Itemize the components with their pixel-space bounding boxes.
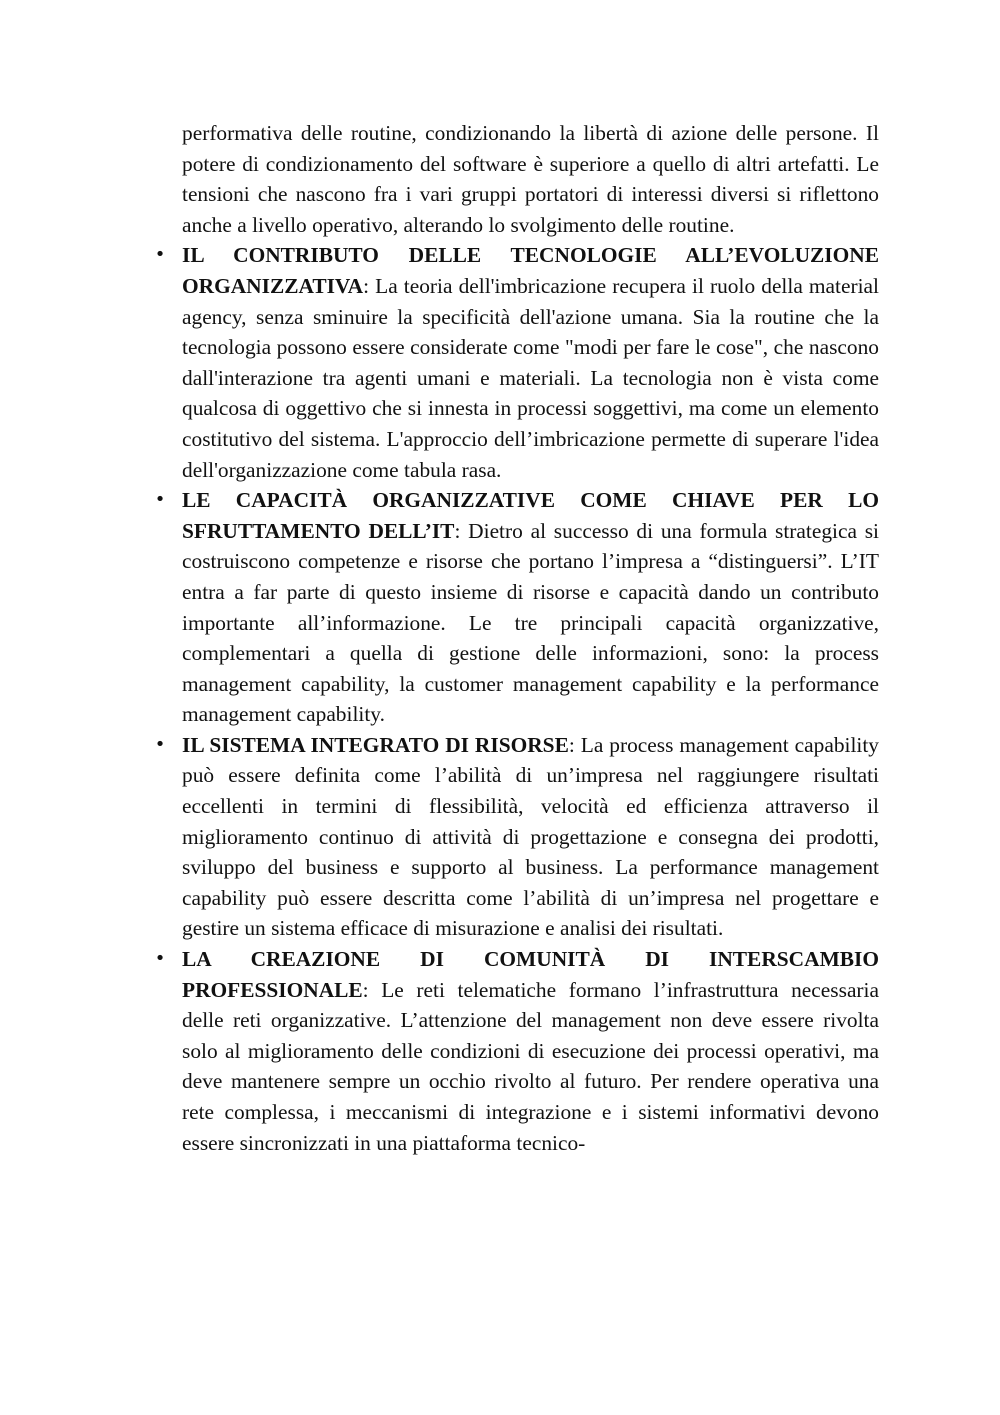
bullet-heading: IL CONTRIBUTO DELLE TECNOLOGIE ALL’EVOLUZIONE ORGANIZZATIVA [182, 243, 879, 298]
bullet-list [154, 240, 880, 1158]
page-body [154, 118, 880, 1158]
bullet-icon: • [154, 489, 166, 511]
bullet-text: : Le reti telematiche formano l’infrastruttura necessaria delle reti organizzative. L’attenzione del management non deve essere rivolta solo al miglioramento delle condizioni di esecuzione dei processi operativi, ma deve mantenere sempre un occhio rivolto al futuro. Per rendere operativa una rete complessa, i meccanismi di integrazione e i sistemi informativi devono essere sincronizzati in una piattaforma tecnico- [182, 977, 879, 1155]
bullet-item-contributo-tecnologie [154, 240, 879, 485]
bullet-text: : La teoria dell'imbricazione recupera il ruolo della material agency, senza sminuire la specificità dell'azione umana. Sia la routine che la tecnologia possono essere considerate come "modi per fare le cose", che nascono dall'interazione tra agenti umani e materiali. La tecnologia non è vista come qualcosa di oggettivo che si innesta in processi soggettivi, ma come un elemento costitutivo del sistema. L'approccio dell’imbricazione permette di superare l'idea dell'organizzazione come tabula rasa. [182, 273, 879, 482]
bullet-item-comunita-interscambio [154, 944, 879, 1158]
bullet-heading: IL SISTEMA INTEGRATO DI RISORSE [182, 732, 569, 757]
bullet-heading: LE CAPACITÀ ORGANIZZATIVE COME CHIAVE PER LO SFRUTTAMENTO DELL’IT [182, 488, 879, 543]
bullet-text: : La process management capability può essere definita come l’abilità di un’impresa nel raggiungere risultati eccellenti in termini di flessibilità, velocità ed efficienza attraverso il miglioramento continuo di attività di progettazione e consegna dei prodotti, sviluppo del business e supporto al business. La performance management capability può essere descritta come l’abilità di un’impresa nel progettare e gestire un sistema efficace di misurazione e analisi dei risultati. [182, 732, 880, 941]
bullet-icon: • [154, 244, 166, 266]
bullet-icon: • [154, 948, 166, 970]
bullet-heading: LA CREAZIONE DI COMUNITÀ DI INTERSCAMBIO PROFESSIONALE [182, 947, 879, 1002]
bullet-text: : Dietro al successo di una formula strategica si costruiscono competenze e risorse che portano l’impresa a “distinguersi”. L’IT entra a far parte di questo insieme di risorse e capacità dando un contributo importante all’informazione. Le tre principali capacità organizzative, complementari a quella di gestione delle informazioni, sono: la process management capability, la customer management capability e la performance management capability. [182, 518, 879, 727]
bullet-item-sistema-integrato [154, 730, 880, 944]
bullet-item-capacita-organizzative [154, 485, 879, 730]
bullet-icon: • [154, 733, 166, 755]
intro-paragraph: performativa delle routine, condizionando la libertà di azione delle persone. Il potere di condizionamento del software è superiore a quello di altri artefatti. Le tensioni che nascono fra i vari gruppi portatori di interessi diversi si riflettono anche a livello operativo, alterando lo svolgimento delle routine. [182, 121, 879, 237]
